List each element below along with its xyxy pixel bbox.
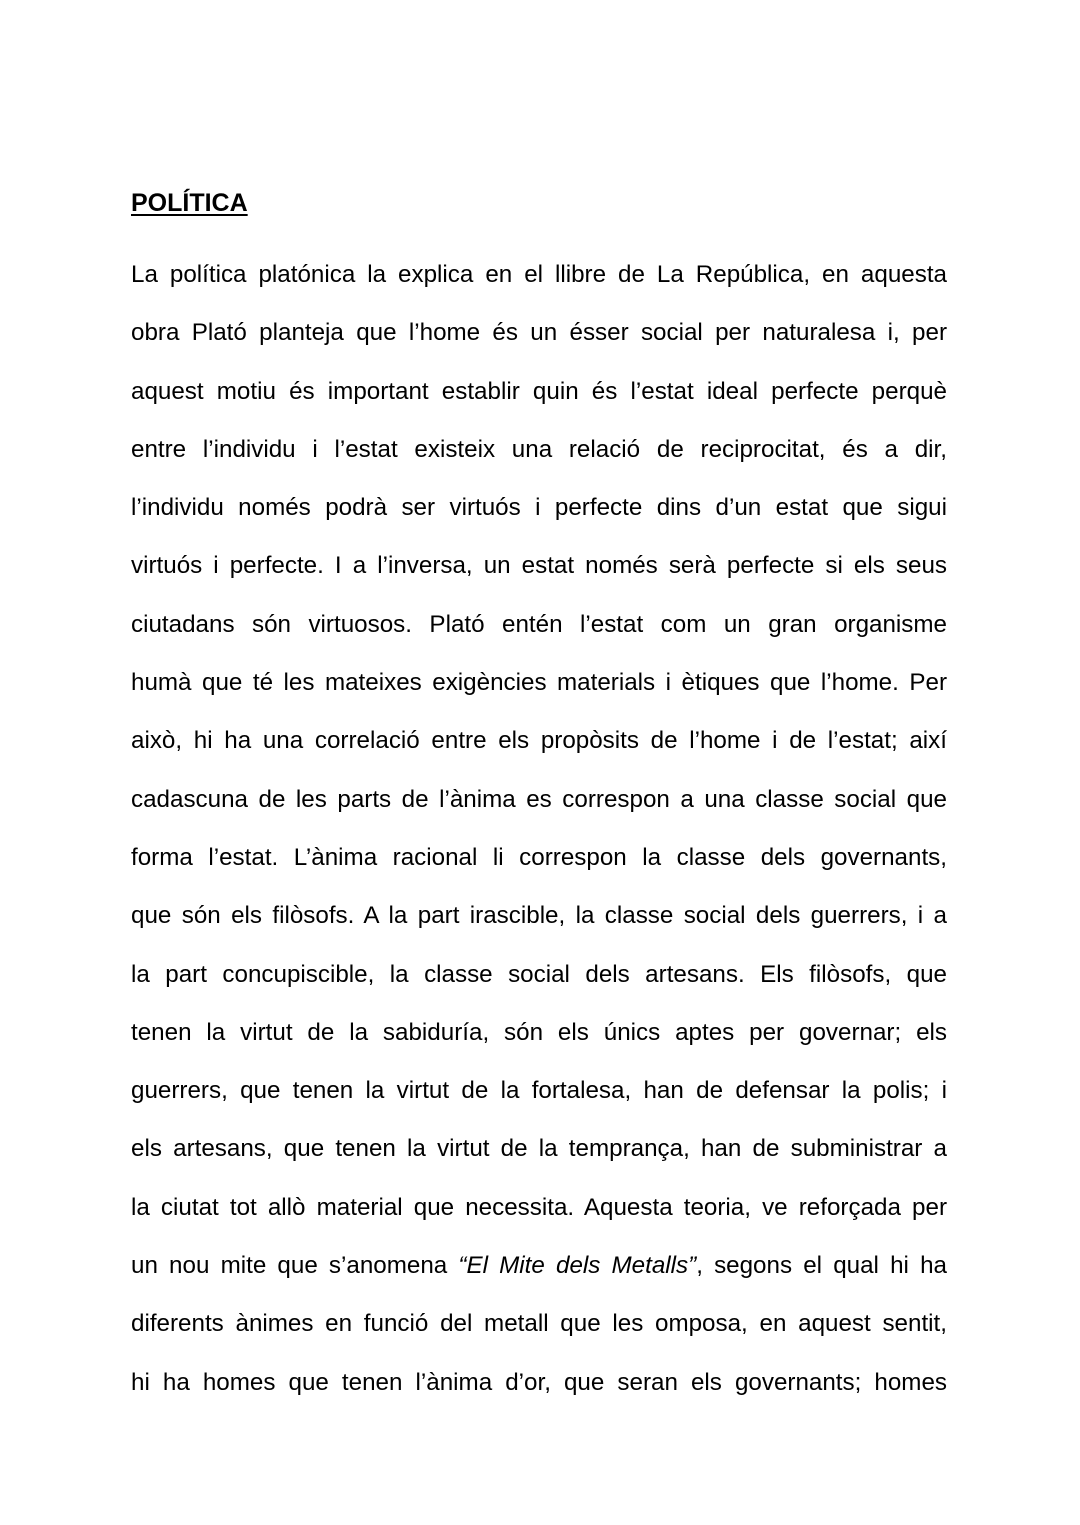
text-line: ciutadans són virtuosos. Plató entén l’estat com un gran organisme [131,610,947,638]
text-line: la part concupiscible, la classe social dels artesans. Els filòsofs, que [131,960,947,988]
text-line: obra Plató planteja que l’home és un ésser social per naturalesa i, per [131,319,947,347]
myth-title: “El Mite dels Metalls” [458,1252,697,1280]
text-segment: un nou mite que s’anomena [131,1252,459,1280]
text-line: La política platónica la explica en el llibre de La República, en aquesta [131,261,947,288]
section-heading: POLÍTICA [131,189,248,217]
text-segment: , segons el qual hi ha [696,1252,947,1280]
text-line: forma l’estat. L’ànima racional li correspon la classe dels governants, [131,843,947,871]
text-line: tenen la virtut de la sabiduría, són els únics aptes per governar; els [131,1018,947,1046]
text-line: guerrers, que tenen la virtut de la fortalesa, han de defensar la polis; i [131,1077,947,1105]
text-line: hi ha homes que tenen l’ànima d’or, que seran els governants; homes [131,1368,947,1396]
text-line: que són els filòsofs. A la part irascible, la classe social dels guerrers, i a [131,902,947,930]
text-line: això, hi ha una correlació entre els propòsits de l’home i de l’estat; així [131,727,947,755]
text-line: cadascuna de les parts de l’ànima es correspon a una classe social que [131,785,947,813]
text-line: virtuós i perfecte. I a l’inversa, un estat només serà perfecte si els seus [131,552,947,580]
text-line: entre l’individu i l’estat existeix una relació de reciprocitat, és a dir, [131,435,947,463]
text-line: els artesans, que tenen la virtut de la temprança, han de subministrar a [131,1135,947,1163]
text-line: aquest motiu és important establir quin és l’estat ideal perfecte perquè [131,377,947,405]
text-line: diferents ànimes en funció del metall que les omposa, en aquest sentit, [131,1310,947,1338]
text-line: humà que té les mateixes exigències materials i ètiques que l’home. Per [131,669,947,697]
text-line: la ciutat tot allò material que necessita. Aquesta teoria, ve reforçada per [131,1193,947,1221]
text-line-with-title [131,1237,947,1295]
text-line: l’individu només podrà ser virtuós i perfecte dins d’un estat que sigui [131,494,947,522]
body-paragraph [131,246,947,1412]
